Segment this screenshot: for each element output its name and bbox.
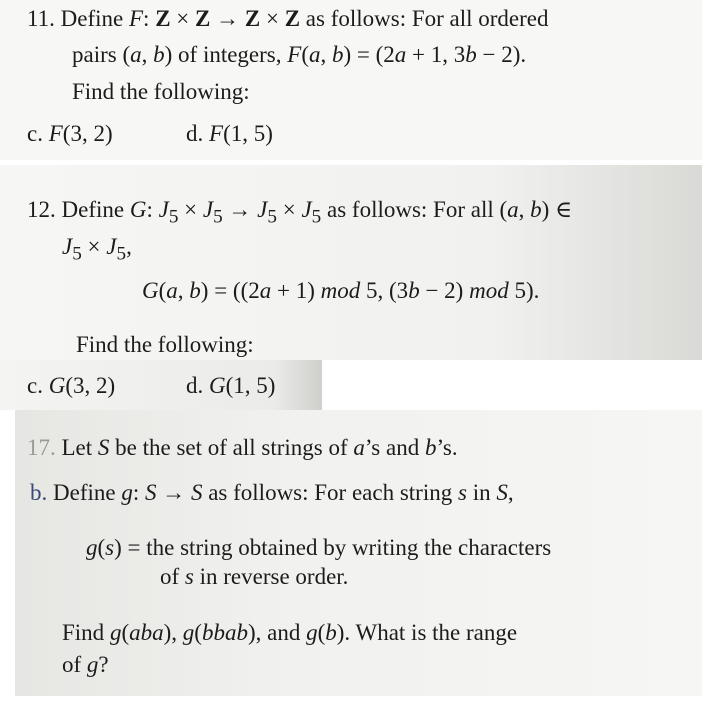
problem-11-number: 11. [27,6,55,31]
problem-11-line-2: pairs (a, b) of integers, F(a, b) = (2a + 1, 3b − 2). [72,42,527,67]
problem-11-line-3: Find the following: [72,79,250,104]
problem-12-line-1: 12. Define G: $J_5 \times J_5 \to J_5 \times J_5$ as follows: For all (a, b) ∈ [27,197,573,228]
problem-12-number: 12. [27,197,56,222]
problem-17-part-b-label: b. [30,480,48,505]
problem-11-line-1: 11. Define F: Z × Z → Z × Z as follows: For all ordered [27,6,549,31]
problem-17-def-line-1: g(s) = the string obtained by writing the characters [86,535,552,560]
problem-12-formula: G(a, b) = ((2a + 1) mod 5, (3b − 2) mod 5). [142,278,540,303]
problem-11-part-d: d. F(1, 5) [186,121,273,146]
problem-17-number: 17. [27,435,56,460]
problem-12-part-d: d. G(1, 5) [186,373,276,398]
problem-12-part-c: c. G(3, 2) [27,373,116,398]
problem-17-find-line-2: of g? [62,652,109,677]
problem-17-find-line-1: Find g(aba), g(bbab), and g(b). What is the range [62,620,518,645]
problem-12-line-2: $J_5 \times J_5$, [62,234,132,265]
problem-12-find: Find the following: [76,332,254,357]
problem-17-line-a: 17. Let S be the set of all strings of a’s and b’s. [27,435,458,460]
problem-11-part-c: c. F(3, 2) [27,121,113,146]
problem-17-line-b: b. Define g: S → S as follows: For each string s in S, [30,480,514,505]
problem-17-def-line-2: of s in reverse order. [160,564,349,589]
